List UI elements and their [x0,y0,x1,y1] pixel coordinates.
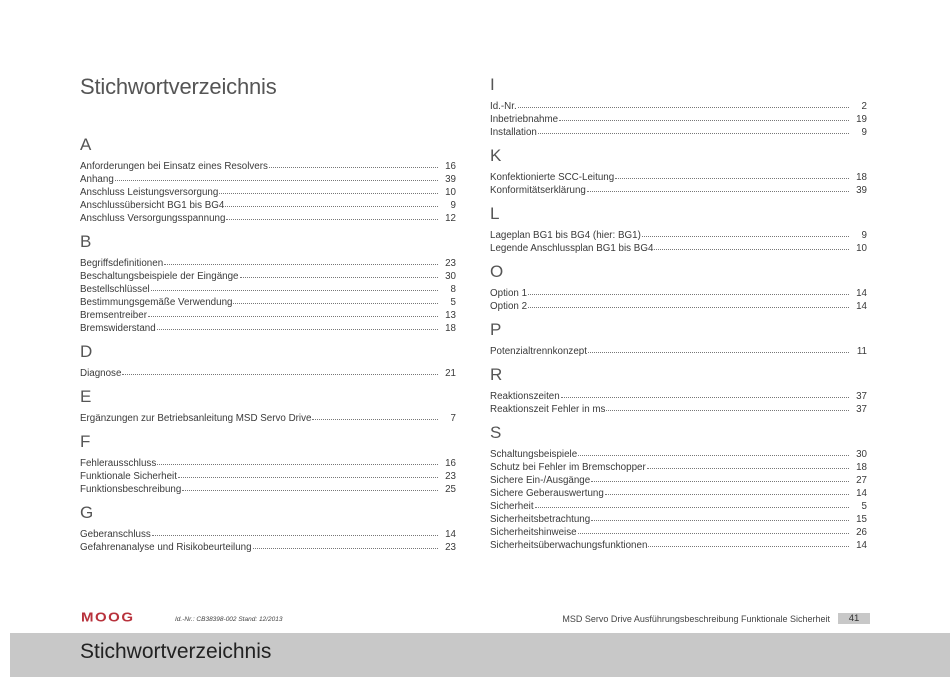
index-entry-page: 8 [450,284,456,295]
index-entry-page: 13 [445,310,456,321]
index-entry-label: Anschlussübersicht BG1 bis BG4 [80,200,225,211]
index-entry-label: Funktionale Sicherheit [80,471,177,482]
index-entry-label: Reaktionszeiten [490,391,560,402]
index-entry-page: 16 [445,161,456,172]
index-entry-label: Diagnose [80,368,122,379]
page-number: 41 [838,613,870,624]
index-entry-page: 14 [856,288,867,299]
section-letter: G [80,503,94,522]
section-letter: P [490,320,502,339]
index-entry-page: 2 [861,101,867,112]
index-entry [490,124,867,137]
index-section-e [80,386,456,423]
dot-leader [528,284,849,295]
dot-leader [219,183,438,194]
index-entry-page: 39 [856,185,867,196]
index-entry-page: 39 [445,174,456,185]
index-entry [80,320,456,333]
dot-leader [148,306,438,317]
dot-leader [528,297,849,308]
index-entry-label: Funktionsbeschreibung [80,484,182,495]
dot-leader [182,480,438,491]
index-column-left [80,134,456,552]
index-entry-page: 25 [445,484,456,495]
index-section-l [490,203,867,253]
index-entry-label: Lageplan BG1 bis BG4 (hier: BG1) [490,230,641,241]
section-letter: L [490,204,500,223]
index-entry-page: 19 [856,114,867,125]
index-entry-label: Geberanschluss [80,529,151,540]
index-entry-page: 37 [856,391,867,402]
dot-leader [240,267,439,278]
index-section-f [80,431,456,494]
document-id: Id.-Nr.: CB38398-002 Stand: 12/2013 [175,616,283,623]
index-entry-label: Sicherheit [490,501,534,512]
index-entry-page: 23 [445,471,456,482]
index-entry [490,343,867,356]
index-entry-label: Legende Anschlussplan BG1 bis BG4 [490,243,654,254]
index-entry-label: Ergänzungen zur Betriebsanleitung MSD Servo Drive [80,413,312,424]
index-entry-label: Begriffsdefinitionen [80,258,164,269]
index-entry-page: 9 [861,127,867,138]
dot-leader [178,467,438,478]
index-entry-label: Sicherheitshinweise [490,527,577,538]
index-entry [490,240,867,253]
index-entry-page: 14 [856,301,867,312]
index-section-d [80,341,456,378]
index-section-p [490,319,867,356]
dot-leader [587,181,849,192]
index-entry-page: 18 [856,462,867,473]
index-entry-label: Option 2 [490,301,528,312]
index-entry-page: 18 [856,172,867,183]
index-entry-page: 26 [856,527,867,538]
dot-leader [647,458,849,469]
section-letter: E [80,387,92,406]
index-entry-page: 30 [856,449,867,460]
section-letter: D [80,342,93,361]
index-entry-page: 21 [445,368,456,379]
section-letter: S [490,423,502,442]
dot-leader [578,523,849,534]
index-entry-label: Id.-Nr. [490,101,517,112]
index-entry-page: 15 [856,514,867,525]
dot-leader [588,342,849,353]
index-section-o [490,261,867,311]
index-section-g [80,502,456,552]
index-entry [80,365,456,378]
index-entry-page: 14 [445,529,456,540]
dot-leader [122,364,438,375]
index-entry [490,182,867,195]
index-entry-label: Sicherheitsüberwachungsfunktionen [490,540,648,551]
index-entry-label: Sichere Geberauswertung [490,488,604,499]
dot-leader [269,157,438,168]
index-entry-label: Konformitätserklärung [490,185,586,196]
dot-leader [157,454,438,465]
index-entry-page: 9 [861,230,867,241]
index-entry-label: Reaktionszeit Fehler in ms [490,404,606,415]
index-section-s [490,422,867,550]
index-entry-page: 5 [450,297,456,308]
section-letter: A [80,135,92,154]
index-entry-label: Schutz bei Fehler im Bremschopper [490,462,646,473]
logo: MOOG [81,610,135,625]
dot-leader [561,387,849,398]
dot-leader [152,525,438,536]
index-entry-page: 37 [856,404,867,415]
index-entry [490,537,867,550]
index-entry-page: 27 [856,475,867,486]
dot-leader [226,209,438,220]
index-entry-label: Inbetriebnahme [490,114,559,125]
index-section-b [80,231,456,333]
index-entry-page: 11 [856,346,867,357]
index-entry-label: Schaltungsbeispiele [490,449,578,460]
section-letter: O [490,262,504,281]
dot-leader [312,409,438,420]
index-entry [80,539,456,552]
index-entry-page: 14 [856,488,867,499]
index-entry-label: Bremswiderstand [80,323,156,334]
index-entry-label: Potenzialtrennkonzept [490,346,587,357]
index-entry [490,298,867,311]
dot-leader [538,123,849,134]
dot-leader [518,97,849,108]
index-entry-page: 16 [445,458,456,469]
index-entry-page: 5 [861,501,867,512]
index-entry-label: Anhang [80,174,114,185]
index-entry-page: 12 [445,213,456,224]
index-entry-label: Installation [490,127,537,138]
index-section-k [490,145,867,195]
section-letter: F [80,432,91,451]
dot-leader [591,510,849,521]
index-entry-page: 10 [856,243,867,254]
bottom-band [10,633,950,677]
index-entry [80,210,456,223]
index-entry-page: 23 [445,542,456,553]
index-entry [490,401,867,414]
index-entry-label: Bestimmungsgemäße Verwendung [80,297,233,308]
dot-leader [605,484,849,495]
dot-leader [654,239,849,250]
index-column-right [490,74,867,550]
index-entry-page: 9 [450,200,456,211]
dot-leader [642,226,849,237]
index-entry-page: 18 [445,323,456,334]
index-entry-label: Anforderungen bei Einsatz eines Resolvers [80,161,268,172]
dot-leader [157,319,438,330]
dot-leader [615,168,849,179]
index-entry-label: Anschluss Versorgungsspannung [80,213,226,224]
section-letter: K [490,146,502,165]
index-section-r [490,364,867,414]
index-entry-label: Anschluss Leistungsversorgung [80,187,219,198]
dot-leader [164,254,438,265]
section-letter: B [80,232,92,251]
dot-leader [648,536,849,547]
index-entry-page: 14 [856,540,867,551]
index-entry-label: Konfektionierte SCC-Leitung [490,172,615,183]
index-entry-label: Sichere Ein-/Ausgänge [490,475,591,486]
dot-leader [225,196,438,207]
section-letter: I [490,75,495,94]
dot-leader [606,400,849,411]
dot-leader [253,538,438,549]
index-section-i [490,74,867,137]
index-entry-label: Bestellschlüssel [80,284,150,295]
index-section-a [80,134,456,223]
dot-leader [578,445,849,456]
index-entry-page: 30 [445,271,456,282]
page-title: Stichwortverzeichnis [80,74,277,99]
index-entry-label: Gefahrenanalyse und Risikobeurteilung [80,542,252,553]
dot-leader [559,110,849,121]
section-letter: R [490,365,503,384]
footer-document-title: MSD Servo Drive Ausführungsbeschreibung Funktionale Sicherheit [562,614,830,624]
index-entry-label: Sicherheitsbetrachtung [490,514,591,525]
index-entry-page: 7 [450,413,456,424]
dot-leader [233,293,438,304]
index-entry-label: Beschaltungsbeispiele der Eingänge [80,271,239,282]
index-entry [80,481,456,494]
index-entry-label: Fehlerausschluss [80,458,157,469]
index-entry-page: 10 [445,187,456,198]
index-entry-label: Bremsentreiber [80,310,147,321]
dot-leader [151,280,438,291]
dot-leader [591,471,849,482]
index-entry-page: 23 [445,258,456,269]
dot-leader [115,170,438,181]
bottom-band-title: Stichwortverzeichnis [80,640,272,663]
index-entry [80,410,456,423]
index-entry-label: Option 1 [490,288,528,299]
dot-leader [535,497,849,508]
